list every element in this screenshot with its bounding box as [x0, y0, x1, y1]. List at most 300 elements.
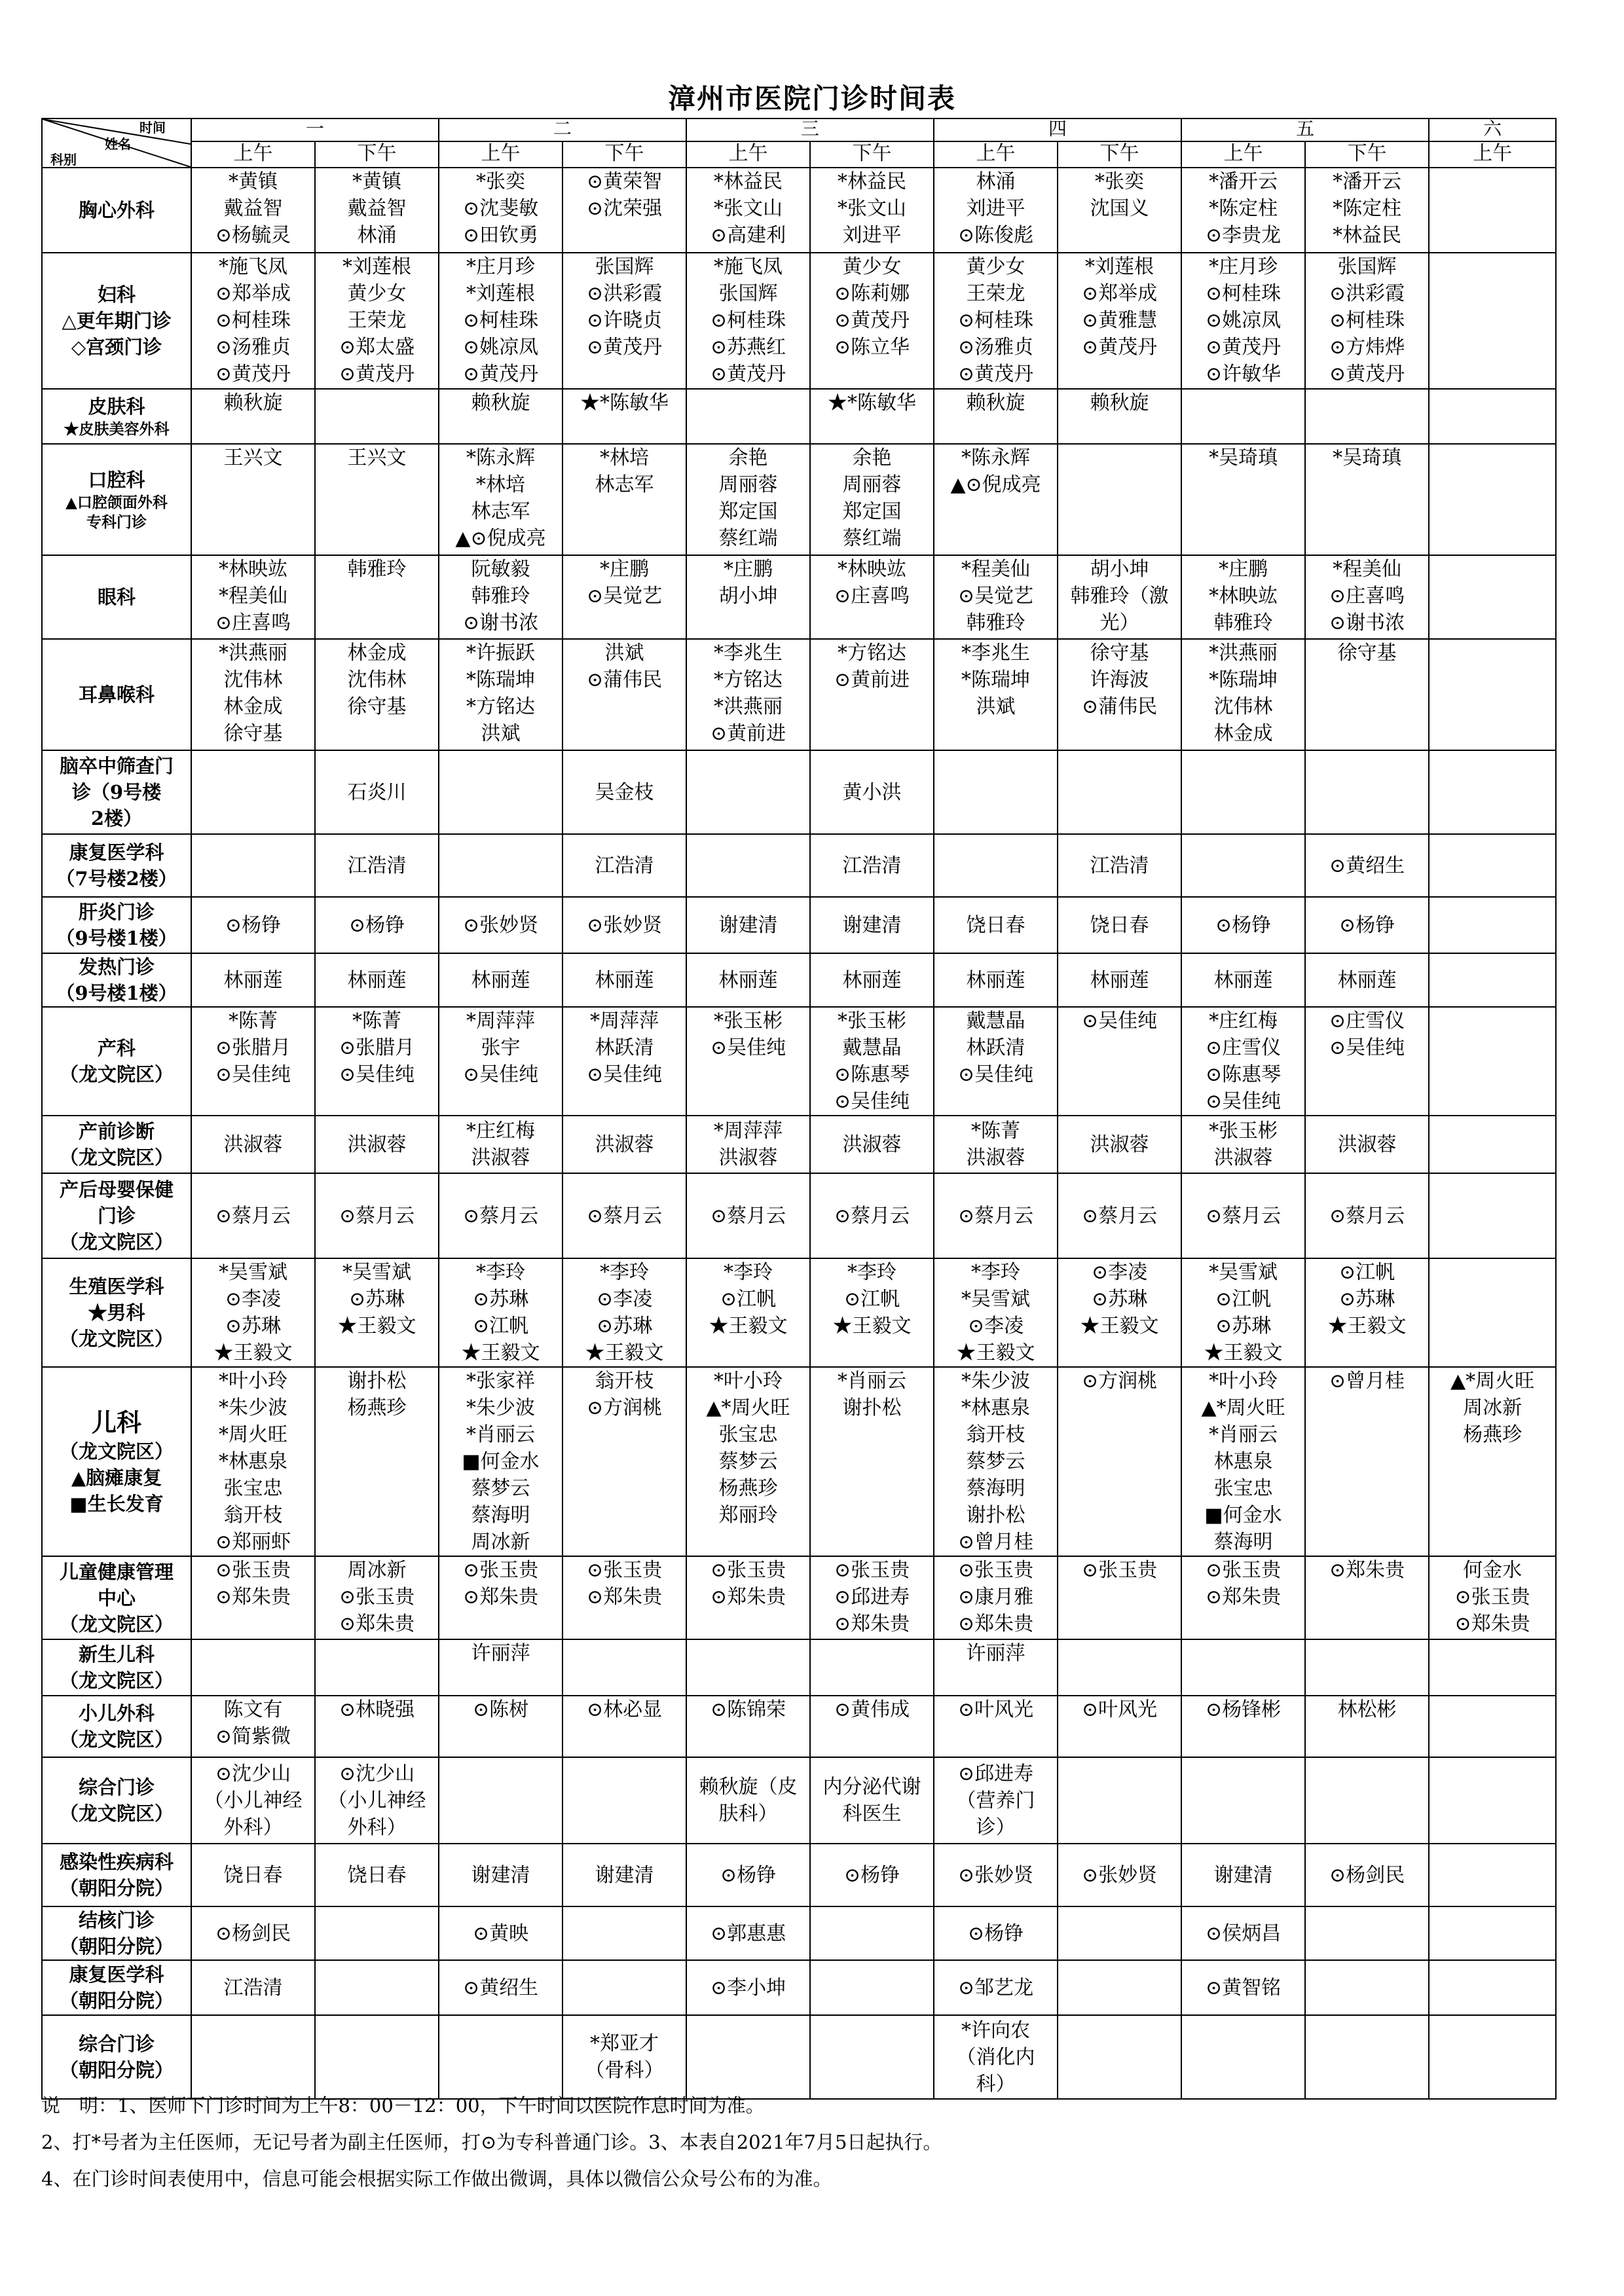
schedule-cell [1181, 253, 1305, 389]
doctor-name: ⊙许敏华 [1205, 363, 1282, 386]
doctor-name: *洪燕丽 [714, 695, 783, 718]
schedule-cell [439, 555, 563, 639]
doctor-name: ⊙郑举成 [215, 282, 291, 305]
department-name-line: （龙文院区） [59, 1728, 174, 1751]
schedule-cell [439, 897, 563, 953]
doctor-name: 蔡梦云 [471, 1477, 530, 1500]
doctor-name: *吴雪斌 [1209, 1261, 1278, 1284]
doctor-name: 林丽莲 [347, 968, 407, 992]
doctor-name: （营养门 [956, 1789, 1035, 1812]
doctor-name: 洪斌 [604, 642, 644, 665]
schedule-cell [1305, 555, 1429, 639]
doctor-name: 周冰新 [471, 1531, 530, 1554]
doctor-name: ⊙蔡月云 [1081, 1204, 1158, 1228]
department-row [42, 555, 1556, 639]
department-name-line: 口腔科 [88, 469, 145, 491]
schedule-cell [810, 168, 934, 253]
department-name-line: 妇科 [97, 283, 136, 306]
department-name-cell [42, 168, 191, 253]
department-row [42, 1173, 1556, 1258]
doctor-name: 谢建清 [1213, 1863, 1273, 1887]
doctor-name: 徐守基 [223, 722, 283, 745]
doctor-name: ⊙苏琳 [472, 1288, 529, 1311]
department-name-line: 产科 [97, 1037, 136, 1059]
doctor-name: *周萍萍 [714, 1120, 783, 1142]
doctor-name: *庄鹏 [600, 558, 650, 581]
doctor-name: 王荣龙 [966, 282, 1025, 305]
schedule-cell [191, 168, 315, 253]
doctor-name: ⊙蔡月云 [1329, 1204, 1405, 1228]
schedule-cell [686, 1696, 810, 1757]
department-name-cell [42, 253, 191, 389]
schedule-cell [315, 1844, 439, 1906]
note-line-2: 2、打*号者为主任医师，无记号者为副主任医师，打⊙为专科普通门诊。3、本表自2021年7月5日起执行。 [41, 2131, 942, 2153]
schedule-cell [934, 1556, 1058, 1639]
doctor-name: 林丽莲 [966, 968, 1025, 992]
period-header: 下午 [315, 141, 439, 168]
doctor-name: 洪斌 [976, 695, 1016, 718]
doctor-name: ⊙黄前进 [710, 722, 786, 745]
doctor-name: 陈文有 [223, 1698, 283, 1721]
department-name-line: 肝炎门诊 [78, 901, 155, 923]
schedule-cell [810, 389, 934, 444]
doctor-name: ⊙黄绍生 [1329, 854, 1405, 877]
doctor-name: *程美仙 [961, 558, 1031, 581]
doctor-name: 洪淑蓉 [471, 1146, 530, 1169]
doctor-name: ⊙黄智铭 [1205, 1976, 1282, 1999]
doctor-name: ⊙杨铮 [720, 1863, 777, 1887]
schedule-cell [191, 253, 315, 389]
schedule-cell [191, 1367, 315, 1556]
schedule-cell [1058, 1173, 1181, 1258]
department-name-line: 发热门诊 [78, 956, 155, 978]
schedule-cell [191, 897, 315, 953]
department-row [42, 750, 1556, 834]
doctor-name: ⊙蔡月云 [339, 1204, 415, 1228]
doctor-name: *肖丽云 [1209, 1423, 1278, 1446]
doctor-name: ⊙汤雅贞 [215, 336, 291, 359]
schedule-cell [315, 1960, 439, 2015]
doctor-name: ⊙黄茂丹 [834, 309, 910, 332]
department-row [42, 1906, 1556, 1960]
schedule-cell [686, 639, 810, 750]
doctor-name: 周冰新 [347, 1559, 407, 1582]
doctor-name: *吴雪斌 [219, 1261, 287, 1284]
schedule-cell [1429, 389, 1556, 444]
doctor-name: 徐守基 [347, 695, 407, 718]
department-name-line: 儿童健康管理 [59, 1560, 174, 1583]
schedule-cell [1181, 1116, 1305, 1173]
schedule-cell [563, 1844, 686, 1906]
doctor-name: ⊙姚凉凤 [1205, 309, 1282, 332]
period-header: 上午 [1181, 141, 1305, 168]
department-name-line: 产后母婴保健 [59, 1178, 174, 1201]
doctor-name: 翁开枝 [223, 1504, 283, 1527]
doctor-name: 张宝忠 [718, 1423, 778, 1446]
schedule-cell [1429, 1844, 1556, 1906]
doctor-name: *刘莲根 [342, 255, 411, 278]
doctor-name: *陈定柱 [1333, 197, 1402, 220]
doctor-name: 许丽萍 [471, 1642, 530, 1665]
doctor-name: 洪淑蓉 [1337, 1133, 1397, 1156]
schedule-cell [1305, 1960, 1429, 2015]
doctor-name: 林涌 [976, 170, 1016, 193]
doctor-name: ⊙陈俊彪 [957, 224, 1034, 247]
doctor-name: ⊙李贵龙 [1205, 224, 1282, 247]
doctor-name: ⊙黄茂丹 [957, 363, 1034, 386]
schedule-cell [315, 897, 439, 953]
schedule-cell [1305, 1639, 1429, 1696]
doctor-name: *周火旺 [219, 1423, 287, 1446]
doctor-name: *李玲 [724, 1261, 773, 1284]
doctor-name: ⊙黄茂丹 [339, 363, 415, 386]
department-name-cell [42, 834, 191, 897]
doctor-name: ★*陈敏华 [580, 392, 669, 414]
doctor-name: ⊙吴佳纯 [834, 1090, 910, 1113]
department-name-line: （朝阳分院） [59, 1877, 174, 1899]
doctor-name: *陈永辉 [961, 446, 1031, 469]
schedule-cell [1058, 750, 1181, 834]
doctor-name: ⊙简紫微 [215, 1725, 291, 1748]
doctor-name: *林惠泉 [961, 1396, 1031, 1419]
doctor-name: ⊙许晓贞 [586, 309, 663, 332]
schedule-cell [686, 953, 810, 1007]
department-name-line: （9号楼1楼） [56, 982, 177, 1004]
doctor-name: 吴金枝 [595, 780, 654, 804]
doctor-name: *庄红梅 [466, 1120, 536, 1142]
doctor-name: 胡小坤 [1090, 558, 1149, 581]
day-header-fri: 五 [1181, 118, 1429, 141]
doctor-name: *黄镇 [229, 170, 278, 193]
department-name-line: 康复医学科 [69, 841, 164, 864]
doctor-name: 林丽莲 [595, 968, 654, 992]
doctor-name: ⊙张妙贤 [462, 913, 539, 937]
doctor-name: *林映竑 [838, 558, 907, 581]
doctor-name: 张宝忠 [223, 1477, 283, 1500]
doctor-name: 周丽蓉 [842, 473, 902, 496]
doctor-name: ⊙张玉贵 [1454, 1586, 1530, 1609]
doctor-name: ⊙邱进寿 [834, 1586, 910, 1609]
doctor-name: 黄少女 [966, 255, 1025, 278]
schedule-cell [686, 1757, 810, 1844]
doctor-name: ⊙叶风光 [957, 1698, 1034, 1721]
department-name-cell [42, 1639, 191, 1696]
department-row [42, 444, 1556, 555]
schedule-cell [315, 1696, 439, 1757]
doctor-name: 蔡红端 [718, 527, 778, 550]
schedule-cell [315, 1639, 439, 1696]
doctor-name: *许振跃 [466, 642, 536, 665]
doctor-name: 戴慧晶 [966, 1010, 1025, 1032]
period-header: 下午 [563, 141, 686, 168]
schedule-cell [1058, 168, 1181, 253]
schedule-cell [1305, 1696, 1429, 1757]
schedule-cell [934, 1007, 1058, 1116]
doctor-name: ★王毅文 [213, 1341, 293, 1364]
schedule-cell [1305, 1757, 1429, 1844]
doctor-name: *庄鹏 [724, 558, 773, 581]
schedule-cell [686, 389, 810, 444]
doctor-name: 沈伟林 [223, 668, 283, 691]
doctor-name: 韩雅玲 [1213, 611, 1273, 634]
department-row [42, 834, 1556, 897]
doctor-name: 洪淑蓉 [347, 1133, 407, 1156]
doctor-name: ⊙张玉贵 [1081, 1559, 1158, 1582]
doctor-name: ⊙郑朱贵 [710, 1586, 786, 1609]
doctor-name: ⊙杨剑民 [215, 1922, 291, 1945]
schedule-cell [686, 1173, 810, 1258]
schedule-cell [934, 750, 1058, 834]
schedule-cell [439, 1960, 563, 2015]
doctor-name: *许向农 [961, 2018, 1031, 2042]
doctor-name: ⊙谢书浓 [1329, 611, 1405, 634]
doctor-name: ⊙吴觉艺 [957, 585, 1034, 608]
department-name-line: 中心 [97, 1586, 136, 1609]
schedule-cell [1058, 953, 1181, 1007]
doctor-name: ⊙黄伟成 [834, 1698, 910, 1721]
doctor-name: *张玉彬 [714, 1010, 783, 1032]
doctor-name: ★王毅文 [585, 1341, 664, 1364]
schedule-cell [1429, 1367, 1556, 1556]
doctor-name: ★王毅文 [1204, 1341, 1283, 1364]
schedule-cell [1429, 1757, 1556, 1844]
schedule-cell [191, 953, 315, 1007]
doctor-name: *林益民 [838, 170, 907, 193]
doctor-name: ⊙蔡月云 [462, 1204, 539, 1228]
doctor-name: ⊙郑朱贵 [1205, 1586, 1282, 1609]
department-name-cell [42, 750, 191, 834]
schedule-cell [191, 389, 315, 444]
doctor-name: *林映竑 [219, 558, 287, 581]
schedule-cell [315, 444, 439, 555]
schedule-cell [1305, 389, 1429, 444]
doctor-name: ⊙蒲伟民 [1081, 695, 1158, 718]
schedule-cell [686, 1367, 810, 1556]
doctor-name: 黄少女 [842, 255, 902, 278]
schedule-cell [1058, 1696, 1181, 1757]
doctor-name: *周萍萍 [466, 1010, 536, 1032]
schedule-cell [1058, 1844, 1181, 1906]
doctor-name: *陈菁 [352, 1010, 401, 1032]
schedule-cell [1429, 1906, 1556, 1960]
doctor-name: 林丽莲 [471, 968, 530, 992]
doctor-name: 黄小洪 [842, 780, 902, 804]
doctor-name: 戴益智 [223, 197, 283, 220]
schedule-cell [563, 953, 686, 1007]
schedule-cell [1305, 834, 1429, 897]
doctor-name: ⊙庄喜鸣 [215, 611, 291, 634]
schedule-cell [686, 1258, 810, 1367]
doctor-name: 光） [1099, 611, 1139, 634]
doctor-name: 江浩清 [347, 854, 407, 877]
doctor-name: ⊙李凌 [225, 1288, 282, 1311]
doctor-name: ⊙吴佳纯 [215, 1063, 291, 1086]
doctor-name: ⊙李凌 [596, 1288, 653, 1311]
schedule-cell [1058, 834, 1181, 897]
doctor-name: *陈瑞坤 [1209, 668, 1278, 691]
schedule-cell [1429, 1960, 1556, 2015]
doctor-name: 蔡红端 [842, 527, 902, 550]
schedule-cell [1181, 168, 1305, 253]
doctor-name: ⊙黄茂丹 [586, 336, 663, 359]
schedule-cell [439, 1696, 563, 1757]
period-header: 下午 [1058, 141, 1181, 168]
doctor-name: *张奕 [1095, 170, 1145, 193]
schedule-cell [810, 897, 934, 953]
doctor-name: ⊙李小坤 [710, 1976, 786, 1999]
doctor-name: ⊙黄茂丹 [710, 363, 786, 386]
schedule-cell [1429, 168, 1556, 253]
schedule-cell [1429, 555, 1556, 639]
department-subtitle-line: ▲脑瘫康复 [71, 1466, 162, 1489]
day-header-wed: 三 [686, 118, 934, 141]
doctor-name: ⊙江帆 [472, 1315, 529, 1338]
doctor-name: 赖秋旋 [1090, 392, 1149, 414]
doctor-name: ⊙林晓强 [339, 1698, 415, 1721]
schedule-cell [1305, 639, 1429, 750]
doctor-name: 洪淑蓉 [842, 1133, 902, 1156]
schedule-cell [1305, 897, 1429, 953]
department-name-cell [42, 1007, 191, 1116]
schedule-cell [1181, 1844, 1305, 1906]
doctor-name: *朱少波 [466, 1396, 536, 1419]
doctor-name: *方铭达 [466, 695, 536, 718]
schedule-cell [191, 639, 315, 750]
schedule-cell [810, 555, 934, 639]
schedule-cell [1305, 1258, 1429, 1367]
department-row [42, 897, 1556, 953]
schedule-cell [1429, 897, 1556, 953]
doctor-name: 谢建清 [595, 1863, 654, 1887]
doctor-name: *庄鹏 [1219, 558, 1268, 581]
schedule-cell [1429, 750, 1556, 834]
department-row [42, 1960, 1556, 2015]
doctor-name: *刘莲根 [1085, 255, 1154, 278]
doctor-name: 蔡海明 [1213, 1531, 1273, 1554]
doctor-name: ⊙吴觉艺 [586, 585, 663, 608]
doctor-name: 饶日春 [1090, 913, 1149, 937]
schedule-cell [563, 1367, 686, 1556]
doctor-name: ⊙苏琳 [1091, 1288, 1148, 1311]
schedule-cell [1305, 253, 1429, 389]
day-header-thu: 四 [934, 118, 1181, 141]
schedule-body [42, 168, 1556, 2099]
doctor-name: *洪燕丽 [1209, 642, 1278, 665]
department-name-cell [42, 1757, 191, 1844]
doctor-name: ⊙蔡月云 [586, 1204, 663, 1228]
doctor-name: ⊙黄茂丹 [462, 363, 539, 386]
doctor-name: ⊙江帆 [843, 1288, 900, 1311]
doctor-name: ⊙江帆 [1215, 1288, 1272, 1311]
schedule-cell [934, 639, 1058, 750]
schedule-cell [934, 1906, 1058, 1960]
department-name-line: 脑卒中筛查门 [59, 755, 174, 777]
day-header-sat: 六 [1429, 118, 1556, 141]
schedule-cell [810, 1258, 934, 1367]
schedule-cell [810, 1906, 934, 1960]
doctor-name: ★王毅文 [1327, 1315, 1407, 1338]
doctor-name: ⊙林必显 [586, 1698, 663, 1721]
schedule-cell [686, 750, 810, 834]
doctor-name: ⊙郑朱贵 [834, 1613, 910, 1635]
doctor-name: 张宇 [481, 1036, 521, 1059]
department-row [42, 1367, 1556, 1556]
schedule-cell [315, 1116, 439, 1173]
schedule-cell [439, 389, 563, 444]
schedule-cell [563, 1007, 686, 1116]
doctor-name: *李玲 [600, 1261, 650, 1284]
doctor-name: ⊙柯桂珠 [957, 309, 1034, 332]
schedule-cell [686, 834, 810, 897]
doctor-name: ⊙蔡月云 [1205, 1204, 1282, 1228]
schedule-cell [1305, 953, 1429, 1007]
doctor-name: 外科） [347, 1815, 407, 1839]
schedule-cell [439, 750, 563, 834]
schedule-cell [563, 168, 686, 253]
doctor-name: ⊙蒲伟民 [586, 668, 663, 691]
schedule-cell [315, 1173, 439, 1258]
schedule-cell [1305, 750, 1429, 834]
schedule-cell [563, 750, 686, 834]
schedule-cell [1429, 1116, 1556, 1173]
schedule-cell [439, 1639, 563, 1696]
doctor-name: ⊙苏琳 [348, 1288, 405, 1311]
doctor-name: ⊙柯桂珠 [462, 309, 539, 332]
doctor-name: ⊙郑朱贵 [957, 1613, 1034, 1635]
doctor-name: 洪淑蓉 [223, 1133, 283, 1156]
doctor-name: 刘进平 [842, 224, 902, 247]
department-name-line: △更年期门诊 [62, 310, 172, 332]
doctor-name: 许海波 [1090, 668, 1149, 691]
department-name-line: （龙文院区） [59, 1146, 174, 1169]
doctor-name: 何金水 [1463, 1559, 1522, 1582]
doctor-name: 林金成 [223, 695, 283, 718]
doctor-name: 胡小坤 [718, 585, 778, 608]
schedule-cell [1058, 1757, 1181, 1844]
department-row [42, 1116, 1556, 1173]
department-row [42, 1844, 1556, 1906]
doctor-name: 林志军 [471, 500, 530, 523]
schedule-cell [315, 834, 439, 897]
doctor-name: 王兴文 [223, 446, 283, 469]
schedule-cell [686, 2015, 810, 2099]
doctor-name: ⊙高建利 [710, 224, 786, 247]
schedule-cell [1429, 1696, 1556, 1757]
schedule-cell [810, 444, 934, 555]
department-name-line: ◇宫颈门诊 [71, 336, 162, 358]
doctor-name: 林涌 [357, 224, 397, 247]
doctor-name: *张玉彬 [838, 1010, 907, 1032]
schedule-cell [1058, 1367, 1181, 1556]
day-header-tue: 二 [439, 118, 686, 141]
doctor-name: 洪斌 [481, 722, 521, 745]
schedule-cell [1181, 1906, 1305, 1960]
doctor-name: ⊙沈少山 [339, 1762, 415, 1785]
department-name-cell [42, 389, 191, 444]
doctor-name: *李玲 [847, 1261, 897, 1284]
doctor-name: *黄镇 [352, 170, 401, 193]
doctor-name: ⊙洪彩霞 [586, 282, 663, 305]
doctor-name: *吴琦瑱 [1209, 446, 1278, 469]
department-name-cell [42, 1696, 191, 1757]
schedule-cell [191, 1960, 315, 2015]
schedule-cell [315, 953, 439, 1007]
doctor-name: ⊙张妙贤 [1081, 1863, 1158, 1887]
schedule-cell [686, 1639, 810, 1696]
doctor-name: 赖秋旋（皮 [699, 1776, 798, 1798]
schedule-cell [1181, 953, 1305, 1007]
doctor-name: ⊙陈树 [472, 1698, 529, 1721]
